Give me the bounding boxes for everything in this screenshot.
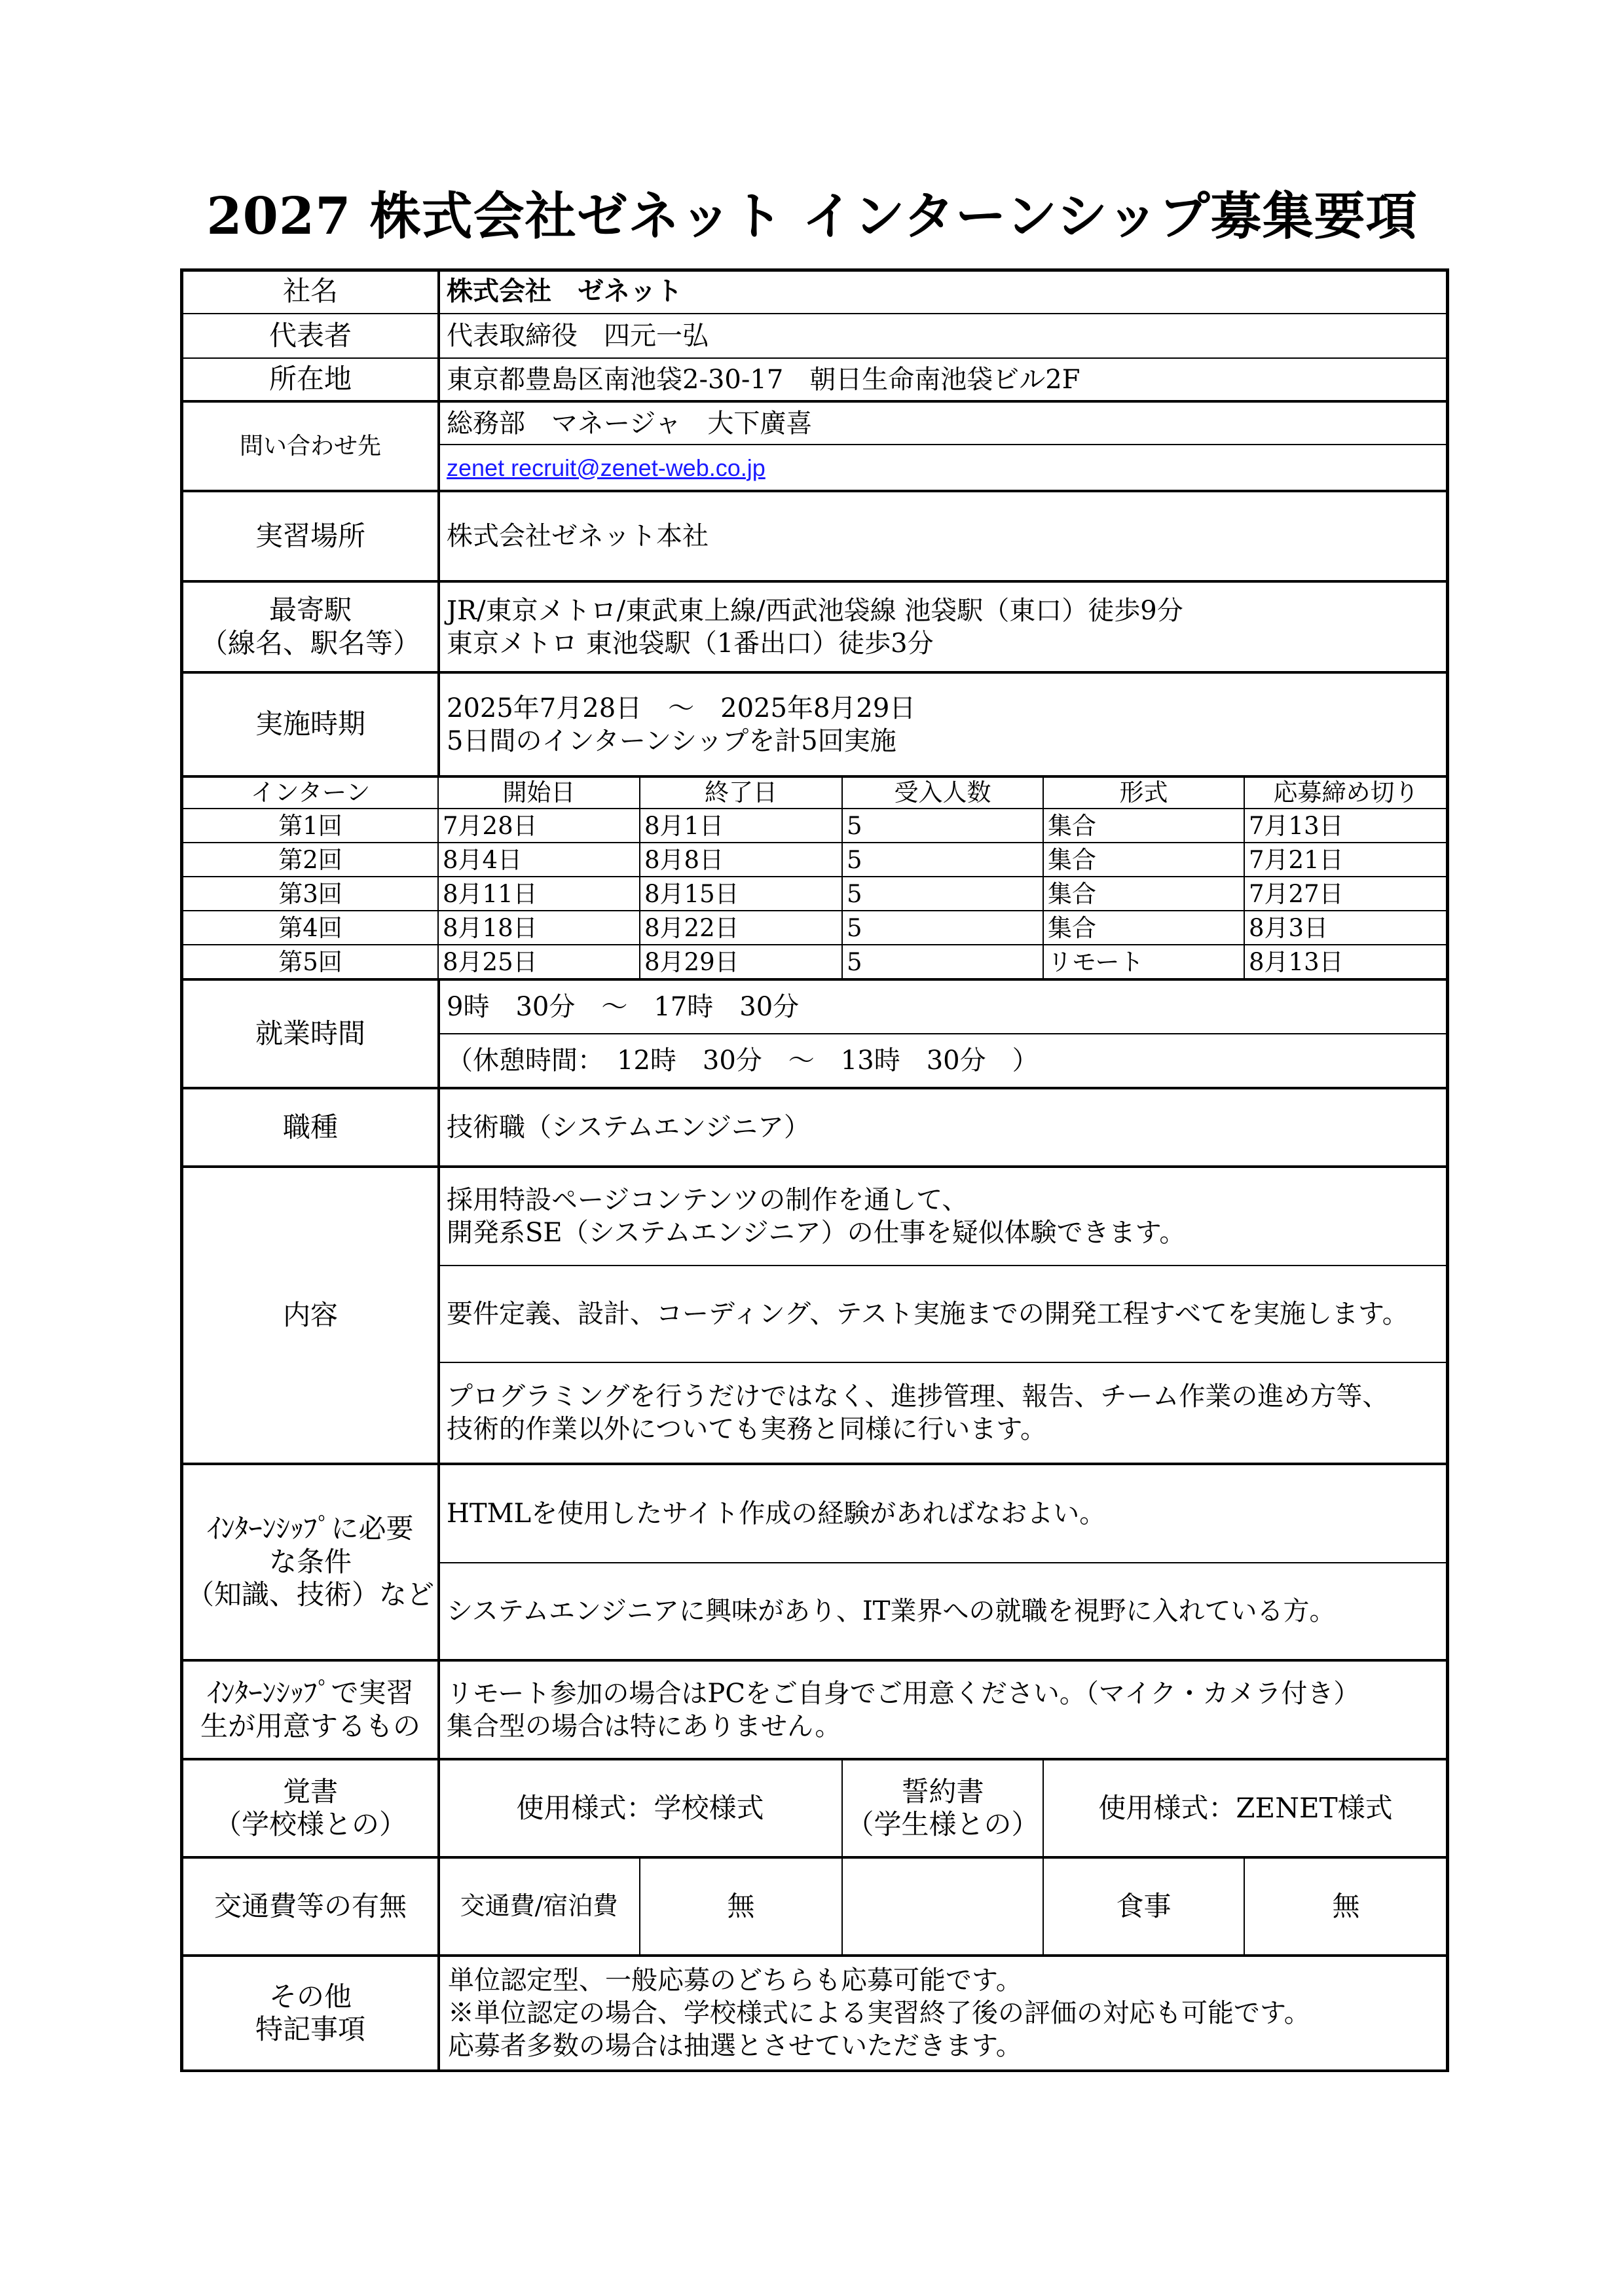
requirements-label-line3: （知識、技術）など xyxy=(186,1578,434,1611)
other-value xyxy=(440,1957,1446,2069)
meal-label: 食事 xyxy=(1116,1889,1172,1922)
station-line1: JR/東京メトロ/東武東上線/西武池袋線 池袋駅（東口）徒歩9分 xyxy=(447,595,1183,626)
requirements-label xyxy=(183,1465,437,1659)
requirement-1: HTMLを使用したサイト作成の経験があればなおよい。 xyxy=(447,1499,1106,1529)
schedule-header-deadline: 応募締め切り xyxy=(1273,778,1419,807)
schedule-row-end: 8月22日 xyxy=(644,913,739,942)
requirement-2: システムエンジニアに興味があり、IT業界への就職を視野に入れている方。 xyxy=(447,1596,1336,1626)
schedule-header-capacity: 受入人数 xyxy=(894,778,991,807)
prepare-value xyxy=(439,1662,1447,1758)
period-label: 実施時期 xyxy=(255,708,365,740)
schedule-row-deadline: 8月13日 xyxy=(1249,947,1344,976)
schedule-header-end: 終了日 xyxy=(705,778,777,807)
content-paragraph-2: 要件定義、設計、コーディング、テスト実施までの開発工程すべてを実施します。 xyxy=(447,1299,1409,1329)
content-paragraph-3 xyxy=(439,1363,1447,1463)
schedule-row-capacity: 5 xyxy=(847,913,862,942)
prepare-line1: リモート参加の場合はPCをご自身でご用意ください。（マイク・カメラ付き） xyxy=(447,1678,1360,1709)
schedule-row-capacity: 5 xyxy=(847,845,862,874)
prepare-label xyxy=(183,1662,437,1758)
other-line1: 単位認定型、一般応募のどちらも応募可能です。 xyxy=(448,1965,1022,1995)
representative-value: 代表取締役 四元一弘 xyxy=(447,321,709,351)
station-value xyxy=(439,583,1447,671)
location-value: 株式会社ゼネット本社 xyxy=(447,521,709,551)
job-label: 職種 xyxy=(282,1110,338,1143)
other-line3: 応募者多数の場合は抽選とさせていただきます。 xyxy=(448,2031,1022,2061)
schedule-header-intern: インターン xyxy=(250,778,371,807)
representative-label: 代表者 xyxy=(268,319,352,352)
other-line2: ※単位認定の場合、学校様式による実習終了後の評価の対応も可能です。 xyxy=(448,1998,1310,2028)
schedule-row-round: 第3回 xyxy=(278,879,342,908)
schedule-row-round: 第2回 xyxy=(278,845,342,874)
content-label: 内容 xyxy=(282,1298,338,1331)
other-label-line2: 特記事項 xyxy=(255,2013,365,2045)
station-label-line2: （線名、駅名等） xyxy=(200,627,420,659)
address-label: 所在地 xyxy=(268,363,352,395)
contact-email-link[interactable]: zenet recruit@zenet-web.co.jp xyxy=(447,454,766,481)
company-name: 株式会社 ゼネット xyxy=(447,276,682,306)
schedule-row-format: 集合 xyxy=(1048,913,1096,942)
schedule-header-start: 開始日 xyxy=(502,778,576,807)
memo-label-line1: 覚書 xyxy=(282,1775,338,1808)
content-p3-line1: プログラミングを行うだけではなく、進捗管理、報告、チーム作業の進め方等、 xyxy=(447,1381,1389,1412)
pledge-label xyxy=(843,1760,1043,1856)
pledge-value: 使用様式：ZENET様式 xyxy=(1098,1791,1393,1824)
schedule-row-deadline: 8月3日 xyxy=(1249,913,1329,942)
requirements-label-line1: ｲﾝﾀｰﾝｼｯﾌﾟに必要 xyxy=(207,1512,414,1545)
schedule-header-format: 形式 xyxy=(1119,778,1168,807)
schedule-row-capacity: 5 xyxy=(847,947,862,976)
address-value: 東京都豊島区南池袋2-30-17 朝日生命南池袋ビル2F xyxy=(447,364,1080,395)
memo-label-line2: （学校様との） xyxy=(213,1808,407,1840)
prepare-label-line1: ｲﾝﾀｰﾝｼｯﾌﾟで実習 xyxy=(207,1677,414,1709)
schedule-row-start: 8月4日 xyxy=(443,845,523,874)
memo-value: 使用様式：学校様式 xyxy=(516,1791,764,1824)
period-value xyxy=(439,674,1447,775)
prepare-label-line2: 生が用意するもの xyxy=(200,1709,420,1742)
period-line1: 2025年7月28日 ～ 2025年8月29日 xyxy=(447,693,916,723)
job-value: 技術職（システムエンジニア） xyxy=(447,1112,810,1142)
pledge-label-line1: 誓約書 xyxy=(901,1775,984,1808)
schedule-row-end: 8月8日 xyxy=(644,845,724,874)
schedule-row-start: 8月25日 xyxy=(443,947,538,976)
schedule-row-round: 第4回 xyxy=(278,913,342,942)
content-p1-line1: 採用特設ページコンテンツの制作を通して、 xyxy=(447,1185,969,1215)
station-label-line1: 最寄駅 xyxy=(268,594,352,627)
hours-label: 就業時間 xyxy=(255,1017,365,1049)
schedule-row-round: 第1回 xyxy=(278,811,342,840)
transport-label: 交通費/宿泊費 xyxy=(460,1891,618,1921)
memo-label xyxy=(183,1760,437,1856)
prepare-line2: 集合型の場合は特にありません。 xyxy=(447,1711,841,1741)
other-label xyxy=(183,1957,437,2069)
content-paragraph-1 xyxy=(439,1168,1447,1265)
schedule-row-deadline: 7月13日 xyxy=(1249,811,1344,840)
meal-value: 無 xyxy=(1332,1889,1360,1922)
schedule-row-format: 集合 xyxy=(1048,845,1096,874)
schedule-row-end: 8月29日 xyxy=(644,947,739,976)
schedule-row-capacity: 5 xyxy=(847,879,862,908)
schedule-row-format: リモート xyxy=(1048,947,1144,976)
hours-break: （休憩時間： 12時 30分 ～ 13時 30分 ） xyxy=(447,1046,1039,1076)
schedule-row-deadline: 7月27日 xyxy=(1249,879,1344,908)
hours-work: 9時 30分 ～ 17時 30分 xyxy=(447,992,800,1022)
content-p3-line2: 技術的作業以外についても実務と同様に行います。 xyxy=(447,1414,1046,1444)
contact-email-cell xyxy=(439,445,1447,490)
transport-value: 無 xyxy=(727,1889,755,1922)
content-p1-line2: 開発系SE（システムエンジニア）の仕事を疑似体験できます。 xyxy=(447,1218,1186,1248)
requirements-label-line2: な条件 xyxy=(268,1545,352,1578)
expenses-label: 交通費等の有無 xyxy=(213,1889,407,1922)
contact-label: 問い合わせ先 xyxy=(239,432,381,460)
schedule-row-start: 7月28日 xyxy=(443,811,538,840)
station-line2: 東京メトロ 東池袋駅（1番出口）徒歩3分 xyxy=(447,628,934,659)
period-line2: 5日間のインターンシップを計5回実施 xyxy=(447,725,896,756)
schedule-row-capacity: 5 xyxy=(847,811,862,840)
company-label: 社名 xyxy=(282,274,338,307)
location-label: 実習場所 xyxy=(255,519,365,552)
pledge-label-line2: （学生様との） xyxy=(846,1808,1039,1840)
contact-person: 総務部 マネージャ 大下廣喜 xyxy=(447,408,813,439)
schedule-row-format: 集合 xyxy=(1048,811,1096,840)
schedule-row-start: 8月11日 xyxy=(443,879,538,908)
station-label xyxy=(183,583,437,671)
schedule-row-format: 集合 xyxy=(1048,879,1096,908)
schedule-row-deadline: 7月21日 xyxy=(1249,845,1344,874)
page-title: 2027 株式会社ゼネット インターンシップ募集要項 xyxy=(206,187,1418,246)
other-label-line1: その他 xyxy=(268,1980,352,2013)
schedule-row-start: 8月18日 xyxy=(443,913,538,942)
schedule-row-round: 第5回 xyxy=(278,947,342,976)
schedule-row-end: 8月1日 xyxy=(644,811,724,840)
expenses-empty-cell xyxy=(843,1859,1043,1954)
schedule-row-end: 8月15日 xyxy=(644,879,739,908)
